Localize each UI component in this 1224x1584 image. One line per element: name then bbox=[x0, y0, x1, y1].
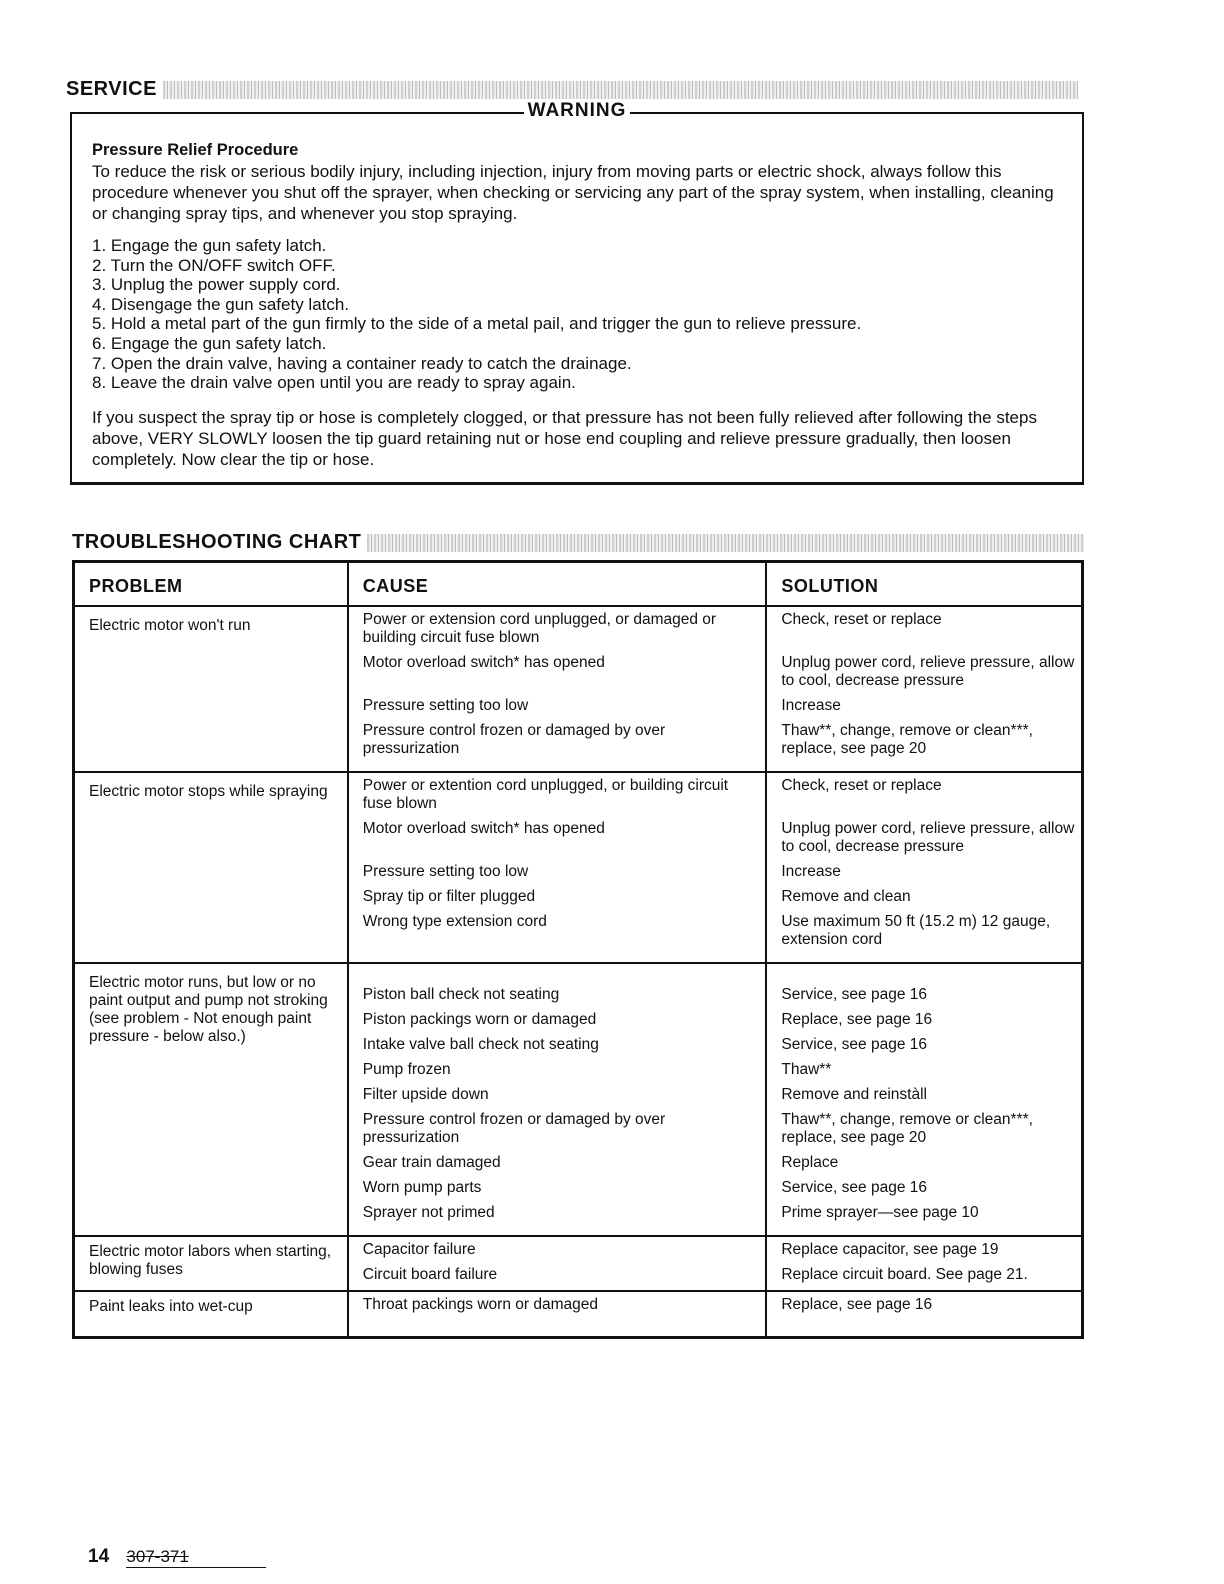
cause-item: Capacitor failure bbox=[362, 1241, 476, 1258]
procedure-step: 8. Leave the drain valve open until you are ready to spray again. bbox=[92, 373, 576, 393]
solution-item: Check, reset or replace bbox=[781, 611, 942, 628]
cause-item: Pressure setting too low bbox=[362, 863, 529, 880]
warning-title-wrap bbox=[72, 100, 1082, 122]
solution-item: Service, see page 16 bbox=[781, 1179, 927, 1196]
problem-cell: Electric motor labors when starting, blowing fuses bbox=[74, 1236, 348, 1291]
warning-title: WARNING bbox=[524, 100, 631, 121]
warning-content bbox=[92, 140, 1066, 470]
solution-cell bbox=[766, 772, 1082, 963]
solution-item: Remove and reinstàll bbox=[781, 1086, 927, 1103]
table-row bbox=[74, 963, 1083, 1236]
troubleshooting-section-header bbox=[72, 531, 1084, 554]
cause-cell bbox=[348, 772, 767, 963]
troubleshooting-title: TROUBLESHOOTING CHART bbox=[72, 531, 362, 553]
header-cause: CAUSE bbox=[348, 562, 767, 607]
cause-item: Pump frozen bbox=[362, 1061, 451, 1078]
problem-cell: Electric motor runs, but low or no paint output and pump not stroking (see problem - Not enough paint pressure - below also.) bbox=[74, 963, 348, 1236]
table-row bbox=[74, 1236, 1083, 1291]
cause-item: Piston packings worn or damaged bbox=[362, 1011, 597, 1028]
procedure-outro: If you suspect the spray tip or hose is completely clogged, or that pressure has not been fully relieved after following the steps above, VERY SLOWLY loosen the tip guard retaining nut or hose end coupling and relieve pressure gradually, then loosen completely. Now clear the tip or hose. bbox=[92, 407, 1037, 469]
solution-item: Unplug power cord, relieve pressure, allow to cool, decrease pressure bbox=[781, 654, 1075, 689]
table-header-row bbox=[74, 562, 1083, 607]
solution-item: Thaw**, change, remove or clean***, replace, see page 20 bbox=[781, 722, 1033, 757]
procedure-step: 6. Engage the gun safety latch. bbox=[92, 333, 327, 353]
cause-item: Spray tip or filter plugged bbox=[362, 888, 536, 905]
table-row bbox=[74, 1291, 1083, 1338]
troubleshooting-table bbox=[72, 560, 1084, 1339]
solution-cell bbox=[766, 606, 1082, 772]
cause-cell bbox=[348, 606, 767, 772]
cause-cell bbox=[348, 1291, 767, 1338]
cause-item: Wrong type extension cord bbox=[362, 913, 547, 930]
solution-item: Remove and clean bbox=[781, 888, 911, 905]
problem-cell: Electric motor stops while spraying bbox=[74, 772, 348, 963]
procedure-step: 5. Hold a metal part of the gun firmly to the side of a metal pail, and trigger the gun to relieve pressure. bbox=[92, 314, 862, 334]
cause-item: Filter upside down bbox=[362, 1086, 489, 1103]
cause-item: Gear train damaged bbox=[362, 1154, 501, 1171]
cause-item: Throat packings worn or damaged bbox=[362, 1296, 598, 1313]
cause-item: Piston ball check not seating bbox=[362, 986, 560, 1003]
solution-item: Thaw** bbox=[781, 1061, 832, 1078]
procedure-steps bbox=[92, 236, 1066, 393]
cause-cell bbox=[348, 1236, 767, 1291]
procedure-step: 2. Turn the ON/OFF switch OFF. bbox=[92, 255, 336, 275]
solution-item: Service, see page 16 bbox=[781, 986, 927, 1003]
solution-item: Replace circuit board. See page 21. bbox=[781, 1266, 1028, 1283]
section-header-bar bbox=[367, 534, 1084, 552]
solution-item: Unplug power cord, relieve pressure, allow to cool, decrease pressure bbox=[781, 820, 1075, 855]
warning-box bbox=[70, 100, 1084, 485]
solution-item: Check, reset or replace bbox=[781, 777, 942, 794]
cause-item: Power or extention cord unplugged, or building circuit fuse blown bbox=[362, 777, 729, 812]
cause-item: Circuit board failure bbox=[362, 1266, 498, 1283]
header-solution: SOLUTION bbox=[766, 562, 1082, 607]
procedure-step: 1. Engage the gun safety latch. bbox=[92, 236, 327, 255]
solution-item: Increase bbox=[781, 697, 841, 714]
section-header-bar bbox=[163, 81, 1078, 99]
procedure-step: 3. Unplug the power supply cord. bbox=[92, 275, 341, 295]
service-title: SERVICE bbox=[66, 78, 157, 100]
solution-item: Replace capacitor, see page 19 bbox=[781, 1241, 999, 1258]
cause-item: Power or extension cord unplugged, or damaged or building circuit fuse blown bbox=[362, 611, 717, 646]
solution-item: Replace, see page 16 bbox=[781, 1011, 933, 1028]
solution-item: Increase bbox=[781, 863, 841, 880]
solution-cell bbox=[766, 963, 1082, 1236]
page-number: 14 bbox=[88, 1546, 110, 1567]
table-row bbox=[74, 772, 1083, 963]
cause-item: Pressure control frozen or damaged by over pressurization bbox=[362, 1111, 666, 1146]
cause-item: Sprayer not primed bbox=[362, 1204, 495, 1221]
doc-number: 307-371 bbox=[126, 1547, 266, 1568]
solution-item: Replace, see page 16 bbox=[781, 1296, 933, 1313]
solution-item: Replace bbox=[781, 1154, 839, 1171]
header-problem: PROBLEM bbox=[74, 562, 348, 607]
cause-item: Worn pump parts bbox=[362, 1179, 482, 1196]
solution-item: Service, see page 16 bbox=[781, 1036, 927, 1053]
cause-item: Motor overload switch* has opened bbox=[362, 654, 605, 671]
solution-item: Prime sprayer—see page 10 bbox=[781, 1204, 979, 1221]
cause-item: Intake valve ball check not seating bbox=[362, 1036, 599, 1053]
table-row bbox=[74, 606, 1083, 772]
cause-item: Pressure control frozen or damaged by over pressurization bbox=[362, 722, 666, 757]
solution-cell bbox=[766, 1291, 1082, 1338]
solution-cell bbox=[766, 1236, 1082, 1291]
procedure-step: 7. Open the drain valve, having a container ready to catch the drainage. bbox=[92, 353, 632, 373]
cause-item: Pressure setting too low bbox=[362, 697, 529, 714]
problem-cell: Electric motor won't run bbox=[74, 606, 348, 772]
solution-item: Use maximum 50 ft (15.2 m) 12 gauge, extension cord bbox=[781, 913, 1051, 948]
page-footer bbox=[88, 1546, 266, 1568]
problem-cell: Paint leaks into wet-cup bbox=[74, 1291, 348, 1338]
procedure-title: Pressure Relief Procedure bbox=[92, 141, 299, 159]
procedure-step: 4. Disengage the gun safety latch. bbox=[92, 294, 350, 314]
procedure-intro: To reduce the risk or serious bodily injury, including injection, injury from moving parts or electric shock, always follow this procedure whenever you shut off the sprayer, when checking or servicing any part of the spray system, when installing, cleaning or changing spray tips, and whenever you stop spraying. bbox=[92, 162, 1054, 223]
cause-item: Motor overload switch* has opened bbox=[362, 820, 605, 837]
service-section-header bbox=[66, 78, 1078, 101]
cause-cell bbox=[348, 963, 767, 1236]
solution-item: Thaw**, change, remove or clean***, replace, see page 20 bbox=[781, 1111, 1033, 1146]
